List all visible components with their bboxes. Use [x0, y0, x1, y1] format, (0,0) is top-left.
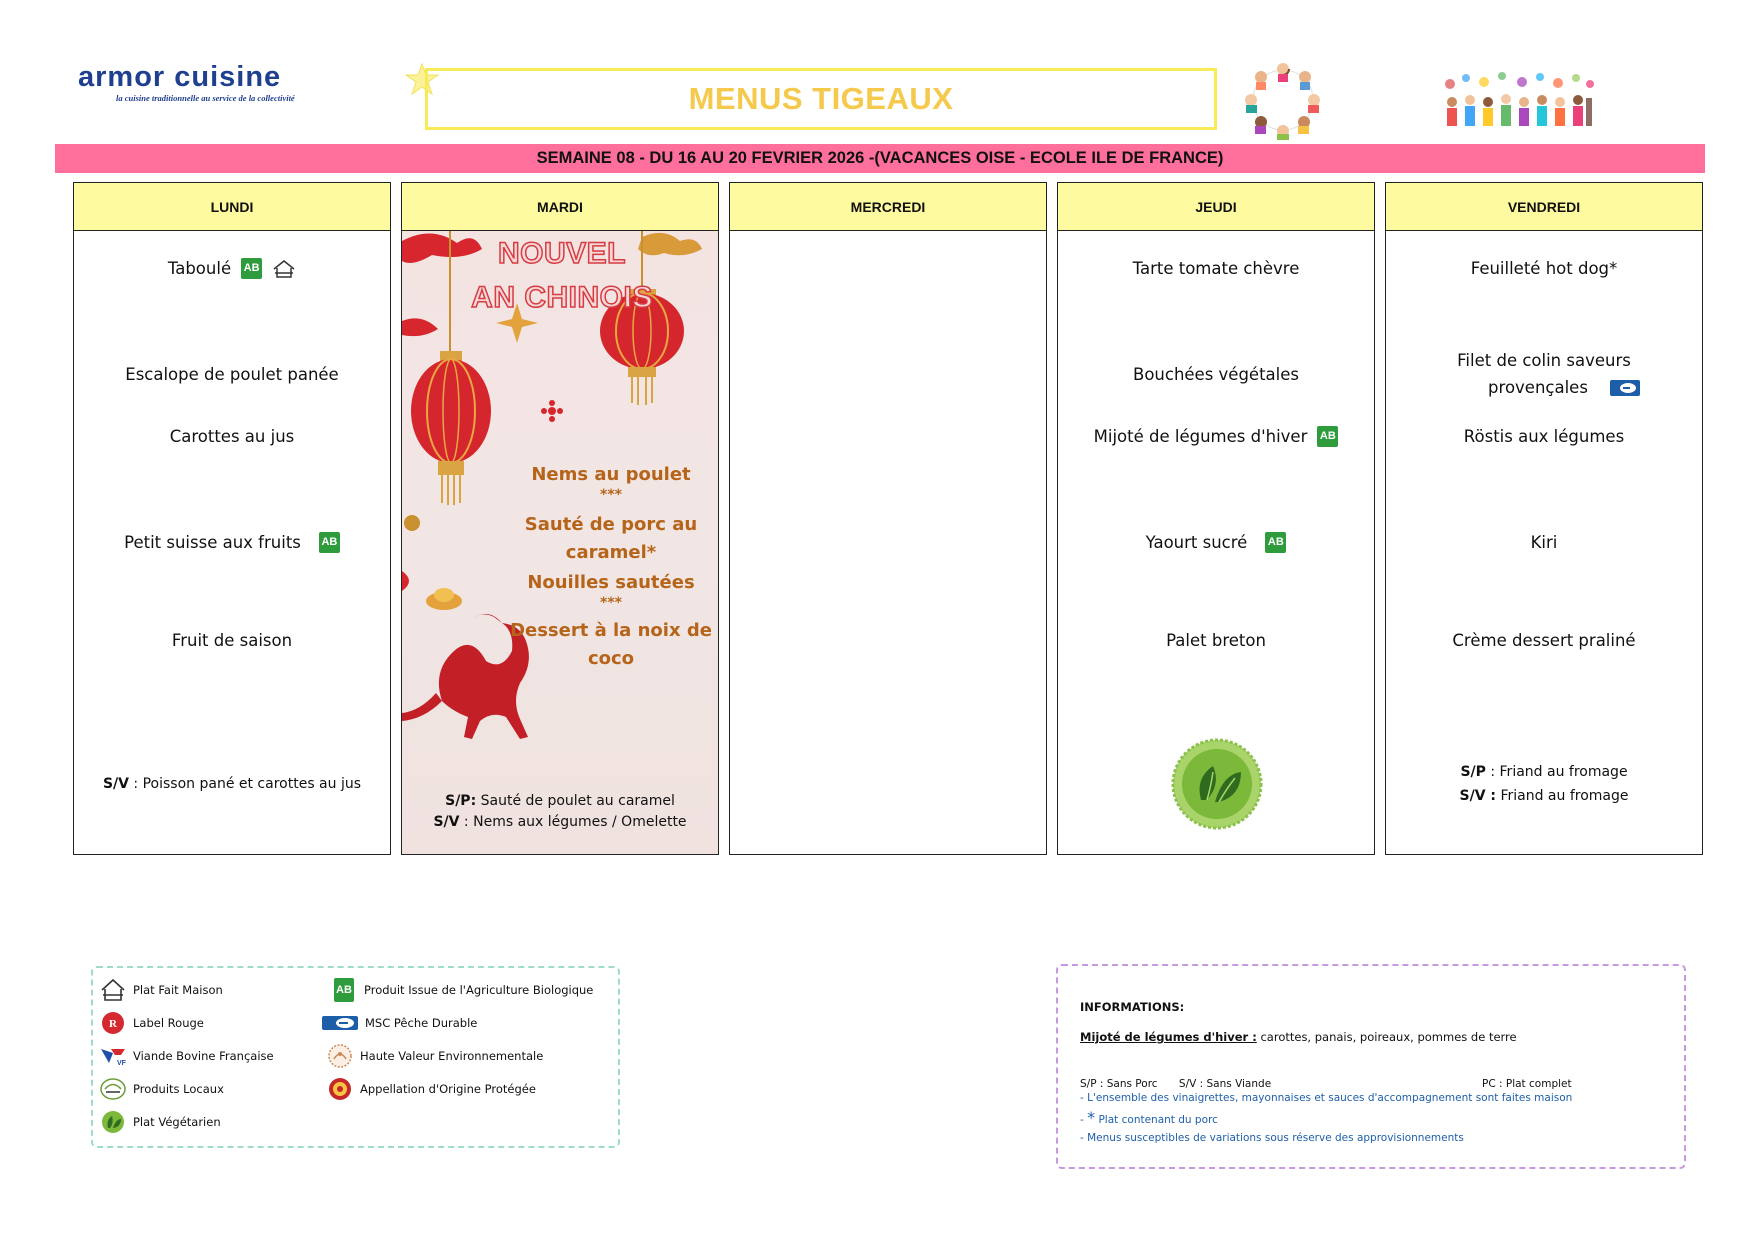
legend-label: Label Rouge [133, 1016, 204, 1030]
day-header: MERCREDI [730, 183, 1046, 231]
msc-icon [1610, 380, 1640, 396]
sp-label: S/P [1460, 764, 1486, 780]
hve-icon [326, 1043, 354, 1069]
theme-title-line1: NOUVEL [497, 237, 626, 270]
label-rouge-icon [99, 1010, 127, 1036]
legend-item [99, 1043, 274, 1069]
sv-text: : Poisson pané et carottes au jus [128, 776, 362, 792]
mijote-label: Mijoté de légumes d'hiver : [1080, 1030, 1257, 1044]
vbf-icon [99, 1043, 127, 1069]
ab-organic-icon: AB [1317, 426, 1338, 447]
svg-text:VF: VF [117, 1060, 126, 1067]
main-dish-line1: Filet de colin saveurs [1457, 351, 1631, 370]
starter: Feuilleté hot dog* [1470, 259, 1618, 278]
sp-substitution [402, 791, 718, 812]
dairy: Kiri [1530, 533, 1558, 552]
day-column-jeudi [1057, 182, 1375, 855]
dish-name: Yaourt sucré [1145, 533, 1248, 552]
sp-code: S/P : Sans Porc [1080, 1078, 1158, 1090]
information-box [1056, 964, 1686, 1169]
day-column-mardi [401, 182, 719, 855]
page-title: MENUS TIGEAUX [688, 81, 954, 116]
info-note-variations: - Menus susceptibles de variations sous réserve des approvisionnements [1080, 1132, 1464, 1144]
starter: Nems au poulet [531, 464, 691, 485]
ab-organic-icon: AB [241, 258, 262, 279]
dessert: Fruit de saison [171, 631, 293, 650]
legend-item [99, 977, 223, 1003]
separator: *** [600, 595, 622, 611]
legend-label: MSC Pêche Durable [365, 1016, 478, 1030]
sp-text: Sauté de poulet au caramel [476, 793, 675, 809]
starter [74, 255, 390, 282]
legend-label: Produit Issue de l'Agriculture Biologique [364, 983, 594, 997]
day-column-mercredi [729, 182, 1047, 855]
svg-text:R: R [109, 1018, 117, 1030]
logo-name: armor cuisine [78, 61, 282, 93]
dish-name: provençales [1488, 378, 1588, 397]
main-dish: Escalope de poulet panée [125, 365, 339, 384]
legend-box [91, 966, 620, 1148]
dish-name: Mijoté de légumes d'hiver [1093, 427, 1308, 446]
sv-text: : Nems aux légumes / Omelette [459, 814, 687, 830]
info-note-pork [1080, 1108, 1218, 1127]
local-products-icon [99, 1076, 127, 1102]
dairy [1058, 529, 1374, 556]
legend-label: Haute Valeur Environnementale [360, 1049, 544, 1063]
chinese-new-year-background [402, 231, 718, 854]
legend-label: Plat Fait Maison [133, 983, 223, 997]
sv-code: S/V : Sans Viande [1178, 1078, 1272, 1090]
day-column-vendredi [1385, 182, 1703, 855]
legend-label: Appellation d'Origine Protégée [360, 1082, 536, 1096]
legend-item [321, 1010, 477, 1036]
ab-organic-icon: AB [334, 978, 354, 1002]
day-header: LUNDI [74, 183, 390, 231]
legend-item [330, 977, 593, 1003]
day-header: VENDREDI [1386, 183, 1702, 231]
legend-label: Viande Bovine Française [133, 1049, 274, 1063]
sv-text: Friand au fromage [1496, 788, 1629, 804]
legend-label: Plat Végétarien [133, 1115, 221, 1129]
sv-label: S/V [102, 776, 129, 792]
week-banner [55, 144, 1705, 173]
title-box [425, 68, 1217, 130]
sp-text: : Friand au fromage [1485, 764, 1628, 780]
aop-icon [326, 1076, 354, 1102]
info-codes [1080, 1078, 1670, 1090]
house-icon [99, 977, 127, 1003]
dish-name: Taboulé [167, 259, 232, 278]
ab-organic-icon: AB [319, 532, 340, 553]
info-mijote [1080, 1030, 1517, 1044]
dessert: Dessert à la noix de coco [510, 620, 712, 669]
kids-circle-illustration [1240, 60, 1326, 140]
side-dish [1058, 423, 1374, 450]
house-icon [272, 259, 296, 279]
theme-title-line2: AN CHINOIS [471, 281, 653, 314]
star-marker: * [1087, 1108, 1096, 1127]
pc-code: PC : Plat complet [1482, 1078, 1572, 1090]
side-dish: Nouilles sautées [527, 572, 695, 593]
sv-label: S/V [433, 814, 460, 830]
starter: Tarte tomate chèvre [1132, 259, 1300, 278]
dessert: Crème dessert praliné [1452, 631, 1636, 650]
dish-name: Petit suisse aux fruits [124, 533, 301, 552]
separator: *** [600, 487, 622, 503]
sv-substitution [74, 773, 390, 795]
children-illustration [1440, 68, 1598, 134]
logo-tagline: la cuisine traditionnelle au service de la collectivité [116, 93, 295, 103]
legend-item [326, 1076, 536, 1102]
sp-substitution [1386, 761, 1702, 783]
sv-substitution [402, 812, 718, 833]
note-text: Plat contenant du porc [1095, 1114, 1218, 1126]
side-dish: Carottes au jus [169, 427, 295, 446]
info-note-sauces: - L'ensemble des vinaigrettes, mayonnaises et sauces d'accompagnement sont faites maison [1080, 1092, 1573, 1104]
legend-item [99, 1010, 204, 1036]
main-dish: Bouchées végétales [1133, 365, 1299, 384]
mijote-text: carottes, panais, poireaux, pommes de terre [1256, 1030, 1517, 1044]
vegetarian-icon [99, 1109, 127, 1135]
msc-icon [321, 1010, 359, 1036]
main-dish-line2 [1386, 374, 1702, 401]
info-title: INFORMATIONS: [1080, 1000, 1185, 1014]
week-label: SEMAINE 08 - DU 16 AU 20 FEVRIER 2026 -(VACANCES OISE - ECOLE ILE DE FRANCE) [536, 149, 1224, 167]
legend-item [99, 1076, 224, 1102]
sv-substitution [1386, 785, 1702, 807]
ab-organic-icon: AB [1265, 532, 1286, 553]
armor-cuisine-logo [78, 62, 358, 103]
dessert: Palet breton [1166, 631, 1266, 650]
vegetarian-icon [1171, 738, 1263, 830]
dairy [74, 529, 390, 556]
legend-label: Produits Locaux [133, 1082, 224, 1096]
sv-label: S/V : [1459, 788, 1497, 804]
legend-item [326, 1043, 543, 1069]
day-header: MARDI [402, 183, 718, 231]
legend-item [99, 1109, 221, 1135]
side-dish: Röstis aux légumes [1463, 427, 1625, 446]
day-header: JEUDI [1058, 183, 1374, 231]
sp-label: S/P: [445, 793, 477, 809]
day-column-lundi [73, 182, 391, 855]
note-prefix: - [1080, 1114, 1088, 1126]
main-dish: Sauté de porc au caramel* [524, 514, 698, 563]
